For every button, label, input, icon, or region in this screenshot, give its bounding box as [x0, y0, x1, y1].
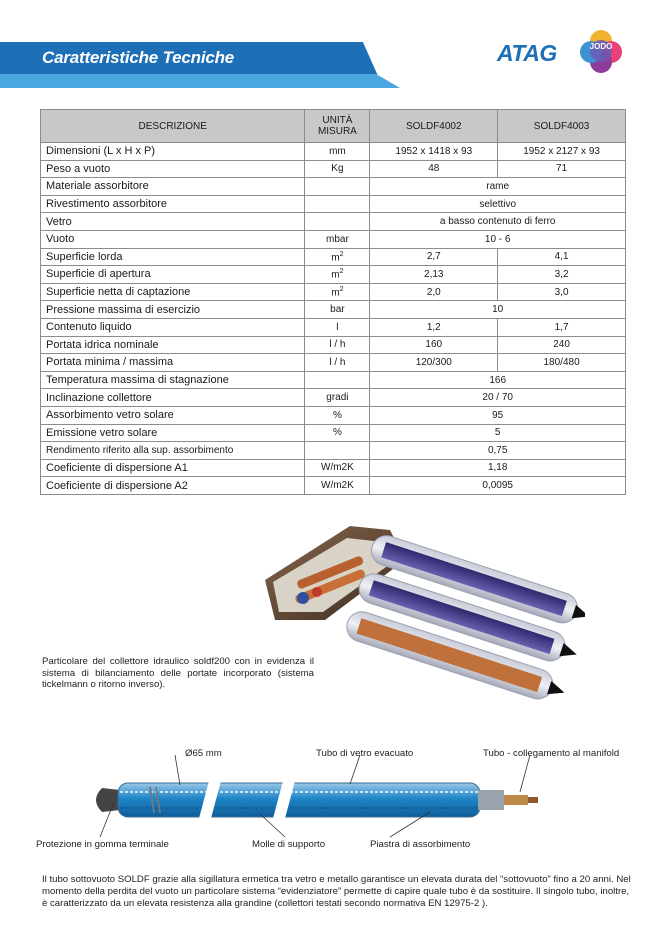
table-row — [41, 318, 626, 336]
row-unit — [305, 248, 370, 266]
superscript: 2 — [339, 250, 344, 258]
row-value-b: 240 — [498, 336, 626, 354]
row-label: Superficie di apertura — [41, 266, 305, 284]
table-row — [41, 371, 626, 389]
row-label: Portata minima / massima — [41, 354, 305, 372]
row-unit: l — [305, 318, 370, 336]
table-row — [41, 213, 626, 231]
row-value: 5 — [370, 424, 626, 442]
row-value-a: 2,7 — [370, 248, 498, 266]
row-label: Vetro — [41, 213, 305, 231]
row-unit — [305, 195, 370, 213]
tube-diagram — [30, 740, 640, 860]
jodo-logo-text: JODO — [589, 42, 613, 51]
row-unit: % — [305, 424, 370, 442]
row-label: Temperatura massima di stagnazione — [41, 371, 305, 389]
table-row — [41, 424, 626, 442]
row-label: Rendimento riferito alla sup. assorbimento — [41, 442, 305, 460]
row-unit — [305, 178, 370, 196]
superscript: 2 — [339, 285, 344, 293]
row-unit-text: m — [331, 252, 340, 264]
page-title: Caratteristiche Tecniche — [42, 48, 235, 67]
row-unit: bar — [305, 301, 370, 319]
label-evacuated-tube: Tubo di vetro evacuato — [316, 748, 414, 759]
row-label: Dimensioni (L x H x P) — [41, 143, 305, 161]
row-value-b: 3,0 — [498, 283, 626, 301]
table-row — [41, 248, 626, 266]
row-label: Vuoto — [41, 230, 305, 248]
label-rubber: Protezione in gomma terminale — [36, 839, 169, 850]
row-label: Coeficiente di dispersione A1 — [41, 459, 305, 477]
row-value: 1,18 — [370, 459, 626, 477]
row-label: Coeficiente di dispersione A2 — [41, 477, 305, 495]
row-label: Materiale assorbitore — [41, 178, 305, 196]
row-value-a: 2,0 — [370, 283, 498, 301]
row-value: 20 / 70 — [370, 389, 626, 407]
row-value-b: 3,2 — [498, 266, 626, 284]
row-value: 10 — [370, 301, 626, 319]
row-unit — [305, 442, 370, 460]
row-unit — [305, 371, 370, 389]
table-row — [41, 143, 626, 161]
header-col-a: SOLDF4002 — [370, 110, 498, 143]
table-row — [41, 354, 626, 372]
row-unit: W/m2K — [305, 459, 370, 477]
header-unit-line1: UNITÀ — [322, 115, 353, 126]
row-value: a basso contenuto di ferro — [370, 213, 626, 231]
jodo-logo — [578, 28, 624, 74]
row-value-a: 48 — [370, 160, 498, 178]
table-row — [41, 477, 626, 495]
row-unit — [305, 266, 370, 284]
table-row — [41, 389, 626, 407]
jodo-logo-icon — [578, 28, 624, 74]
header-unit — [305, 110, 370, 143]
row-value: selettivo — [370, 195, 626, 213]
row-label: Pressione massima di esercizio — [41, 301, 305, 319]
row-label: Peso a vuoto — [41, 160, 305, 178]
row-label: Superficie netta di captazione — [41, 283, 305, 301]
row-value-a: 2,13 — [370, 266, 498, 284]
table-row — [41, 442, 626, 460]
row-unit: W/m2K — [305, 477, 370, 495]
row-value-b: 4,1 — [498, 248, 626, 266]
row-value-a: 120/300 — [370, 354, 498, 372]
row-value-a: 160 — [370, 336, 498, 354]
header-band-light — [0, 74, 400, 88]
row-value-a: 1,2 — [370, 318, 498, 336]
table-row — [41, 160, 626, 178]
row-value-b: 71 — [498, 160, 626, 178]
row-value: 95 — [370, 406, 626, 424]
header-col-b: SOLDF4003 — [498, 110, 626, 143]
label-plate: Piastra di assorbimento — [370, 839, 471, 850]
table-row — [41, 406, 626, 424]
table-row — [41, 195, 626, 213]
row-label: Portata idrica nominale — [41, 336, 305, 354]
superscript: 2 — [339, 268, 344, 276]
row-value-b: 180/480 — [498, 354, 626, 372]
row-unit: l / h — [305, 354, 370, 372]
table-row — [41, 283, 626, 301]
row-value-b: 1,7 — [498, 318, 626, 336]
row-unit: mbar — [305, 230, 370, 248]
row-label: Inclinazione collettore — [41, 389, 305, 407]
row-unit: gradi — [305, 389, 370, 407]
row-label: Assorbimento vetro solare — [41, 406, 305, 424]
row-unit-text: m — [331, 269, 340, 281]
table-row — [41, 178, 626, 196]
header-unit-line2: MISURA — [317, 126, 357, 137]
label-manifold: Tubo - collegamento al manifold — [483, 748, 620, 759]
row-unit: % — [305, 406, 370, 424]
row-value: rame — [370, 178, 626, 196]
row-unit-text: m — [331, 287, 340, 299]
table-row — [41, 301, 626, 319]
table-header-row — [41, 110, 626, 143]
row-value-b: 1952 x 2127 x 93 — [498, 143, 626, 161]
row-unit: mm — [305, 143, 370, 161]
label-diameter: Ø65 mm — [185, 748, 222, 759]
footer-paragraph: Il tubo sottovuoto SOLDF grazie alla sigillatura ermetica tra vetro e metallo garantisce un elevata durata del “sottovuoto” fino a 20 anni. Nel momento della perdita del vuoto un particolare sistema “evidenziatore” permette di capire quale tubo è da sostituire. Il singolo tubo, inoltre, è caratterizzato da un elevata resistenza alla grandine (collettori testati secondo normativa EN 12975-2 ). — [42, 874, 631, 909]
atag-logo: ATAG — [497, 40, 557, 66]
header-banner — [0, 38, 400, 90]
label-springs: Molle di supporto — [252, 839, 326, 850]
row-label: Superficie lorda — [41, 248, 305, 266]
row-unit — [305, 283, 370, 301]
row-value: 0,75 — [370, 442, 626, 460]
row-label: Contenuto liquido — [41, 318, 305, 336]
row-unit — [305, 213, 370, 231]
row-unit: l / h — [305, 336, 370, 354]
row-value: 166 — [370, 371, 626, 389]
table-row — [41, 459, 626, 477]
row-label: Rivestimento assorbitore — [41, 195, 305, 213]
row-value: 10 - 6 — [370, 230, 626, 248]
specs-table — [40, 109, 626, 495]
row-unit: Kg — [305, 160, 370, 178]
table-row — [41, 266, 626, 284]
row-value-a: 1952 x 1418 x 93 — [370, 143, 498, 161]
table-row — [41, 230, 626, 248]
header-description: DESCRIZIONE — [41, 110, 305, 143]
row-label: Emissione vetro solare — [41, 424, 305, 442]
figure1-caption: Particolare del collettore idraulico soldf200 con in evidenza il sistema di bilanciamento delle portate incorporato (sistema tickelmann o ritorno inverso). — [42, 656, 314, 690]
table-row — [41, 336, 626, 354]
row-value: 0,0095 — [370, 477, 626, 495]
